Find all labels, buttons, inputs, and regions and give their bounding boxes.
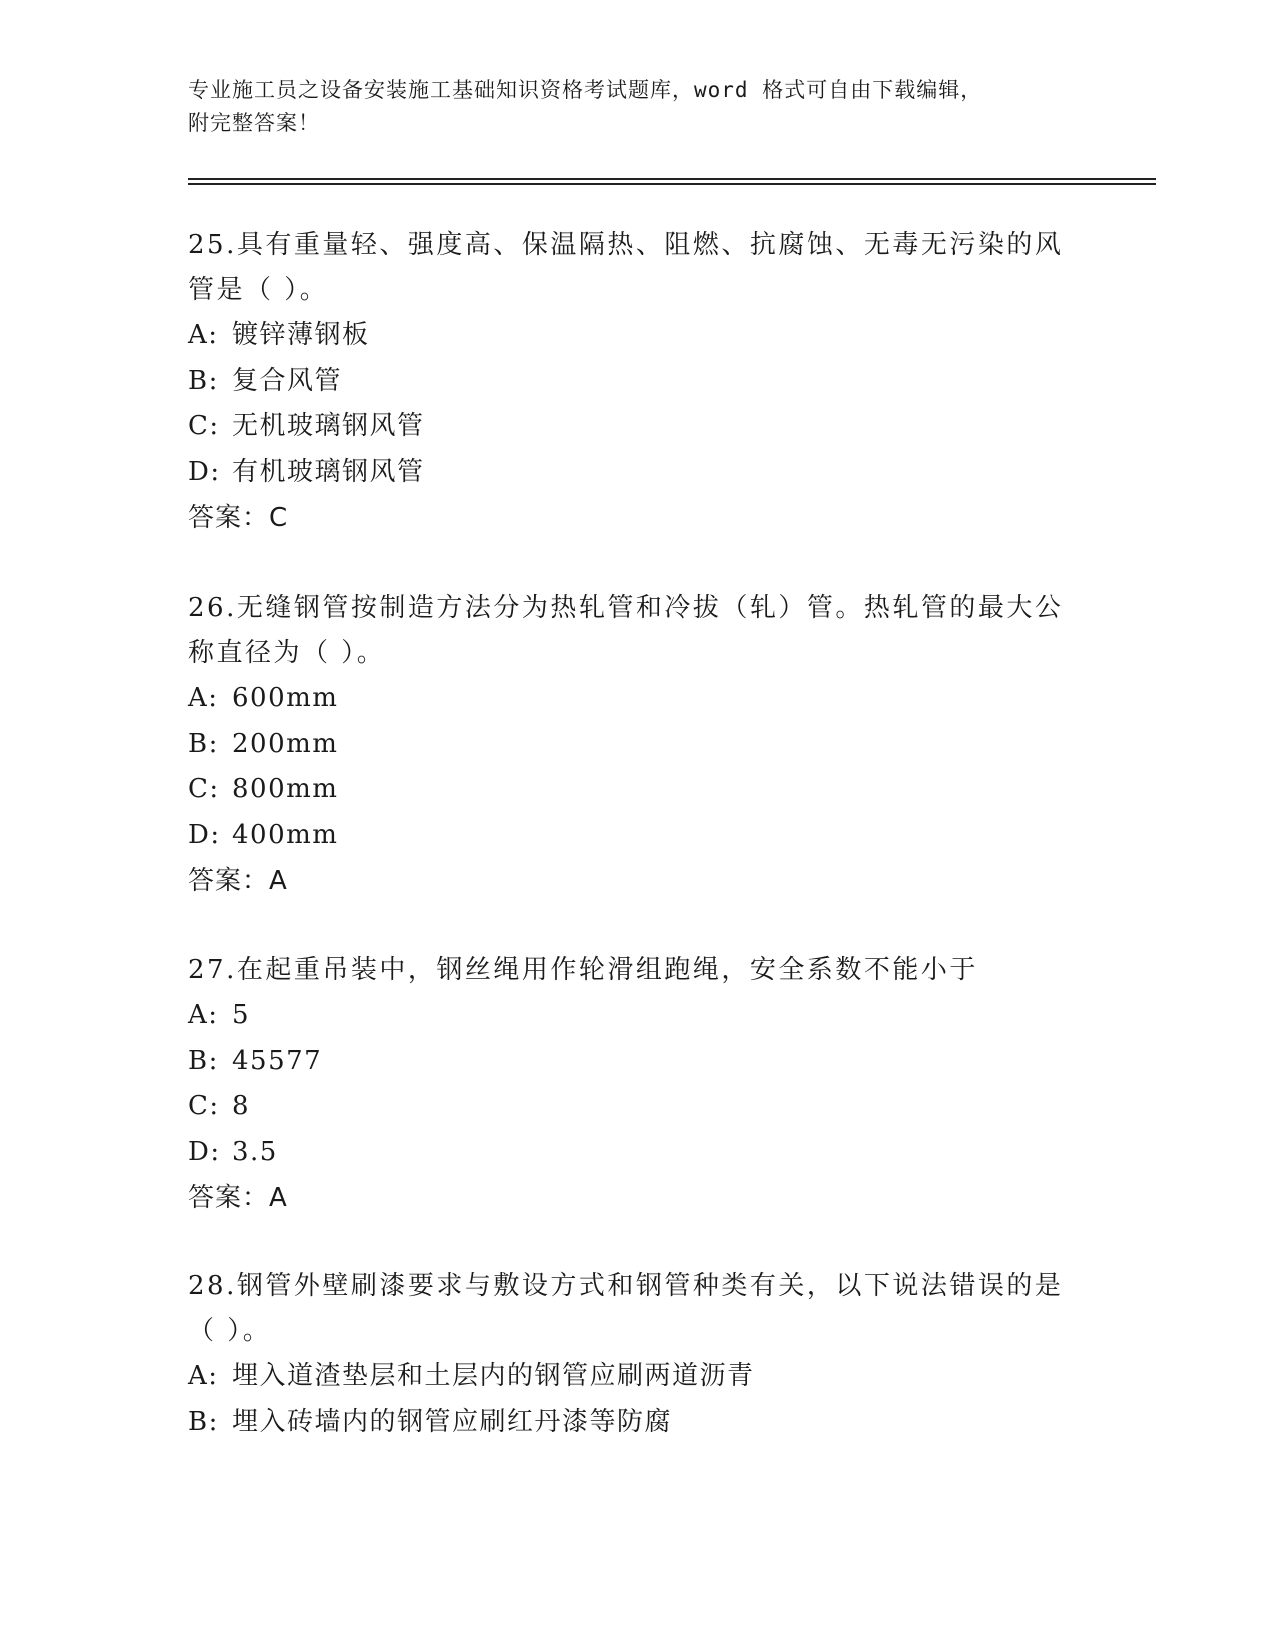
option-c (188, 404, 1088, 450)
question-stem-line-1: 27.在起重吊装中，钢丝绳用作轮滑组跑绳，安全系数不能小于 (188, 955, 978, 985)
option-text: 400mm (232, 819, 339, 850)
answer: 答案：A (188, 1183, 288, 1213)
option-c (188, 1084, 1088, 1130)
option-key: C: (188, 774, 220, 804)
option-key: D: (188, 1136, 221, 1167)
question-stem-line-1: 26.无缝钢管按制造方法分为热轧管和冷拔（轧）管。热轧管的最大公 (188, 593, 1064, 623)
option-key: C: (188, 411, 220, 441)
option-text: 5 (232, 1000, 251, 1030)
question-stem (188, 223, 1088, 313)
option-d (188, 450, 1088, 496)
question-stem (188, 586, 1088, 676)
header-divider-bottom (188, 183, 1156, 185)
option-text: 800mm (232, 774, 339, 804)
option-text: 复合风管 (232, 365, 343, 396)
option-key: B: (188, 365, 219, 396)
header-divider-top (188, 178, 1156, 180)
option-text: 45577 (232, 1045, 323, 1076)
option-key: D: (188, 456, 221, 487)
header-line-1: 专业施工员之设备安装施工基础知识资格考试题库，word 格式可自由下载编辑， (188, 78, 983, 102)
option-key: A: (188, 320, 219, 350)
question-stem-line-1: 28.钢管外壁刷漆要求与敷设方式和钢管种类有关，以下说法错误的是 (188, 1271, 1064, 1301)
option-a (188, 993, 1088, 1039)
document-header (188, 74, 1088, 140)
question-25 (188, 223, 1088, 541)
option-text: 镀锌薄钢板 (232, 320, 370, 350)
option-a (188, 676, 1088, 722)
option-text: 埋入砖墙内的钢管应刷红丹漆等防腐 (232, 1406, 673, 1437)
option-a (188, 313, 1088, 359)
header-line-2: 附完整答案！ (188, 111, 320, 135)
option-text: 200mm (232, 728, 339, 759)
option-key: B: (188, 728, 219, 759)
option-key: C: (188, 1091, 220, 1121)
question-stem-line-2: 称直径为（ ）。 (188, 638, 386, 668)
option-text: 埋入道渣垫层和土层内的钢管应刷两道沥青 (232, 1361, 755, 1391)
option-b (188, 1400, 1088, 1446)
option-key: A: (188, 1361, 219, 1391)
option-key: A: (188, 1000, 219, 1030)
question-stem-line-2: （ ）。 (188, 1316, 272, 1346)
option-b (188, 722, 1088, 768)
question-stem-line-1: 25.具有重量轻、强度高、保温隔热、阻燃、抗腐蚀、无毒无污染的风 (188, 230, 1064, 260)
option-text: 8 (232, 1091, 251, 1121)
option-a (188, 1354, 1088, 1400)
option-b (188, 1039, 1088, 1085)
question-26 (188, 586, 1088, 904)
question-stem (188, 1264, 1088, 1354)
option-b (188, 359, 1088, 405)
option-key: D: (188, 819, 221, 850)
question-stem (188, 948, 1088, 993)
answer: 答案：A (188, 866, 288, 896)
option-text: 无机玻璃钢风管 (232, 411, 425, 441)
option-d (188, 1130, 1088, 1176)
option-d (188, 813, 1088, 859)
question-28 (188, 1264, 1088, 1445)
question-27 (188, 948, 1088, 1221)
option-text: 有机玻璃钢风管 (232, 456, 425, 487)
option-text: 600mm (232, 683, 339, 713)
option-key: B: (188, 1406, 219, 1437)
option-key: B: (188, 1045, 219, 1076)
answer: 答案：C (188, 503, 289, 533)
option-c (188, 767, 1088, 813)
option-key: A: (188, 683, 219, 713)
question-stem-line-2: 管是（ ）。 (188, 275, 329, 305)
option-text: 3.5 (232, 1136, 278, 1167)
